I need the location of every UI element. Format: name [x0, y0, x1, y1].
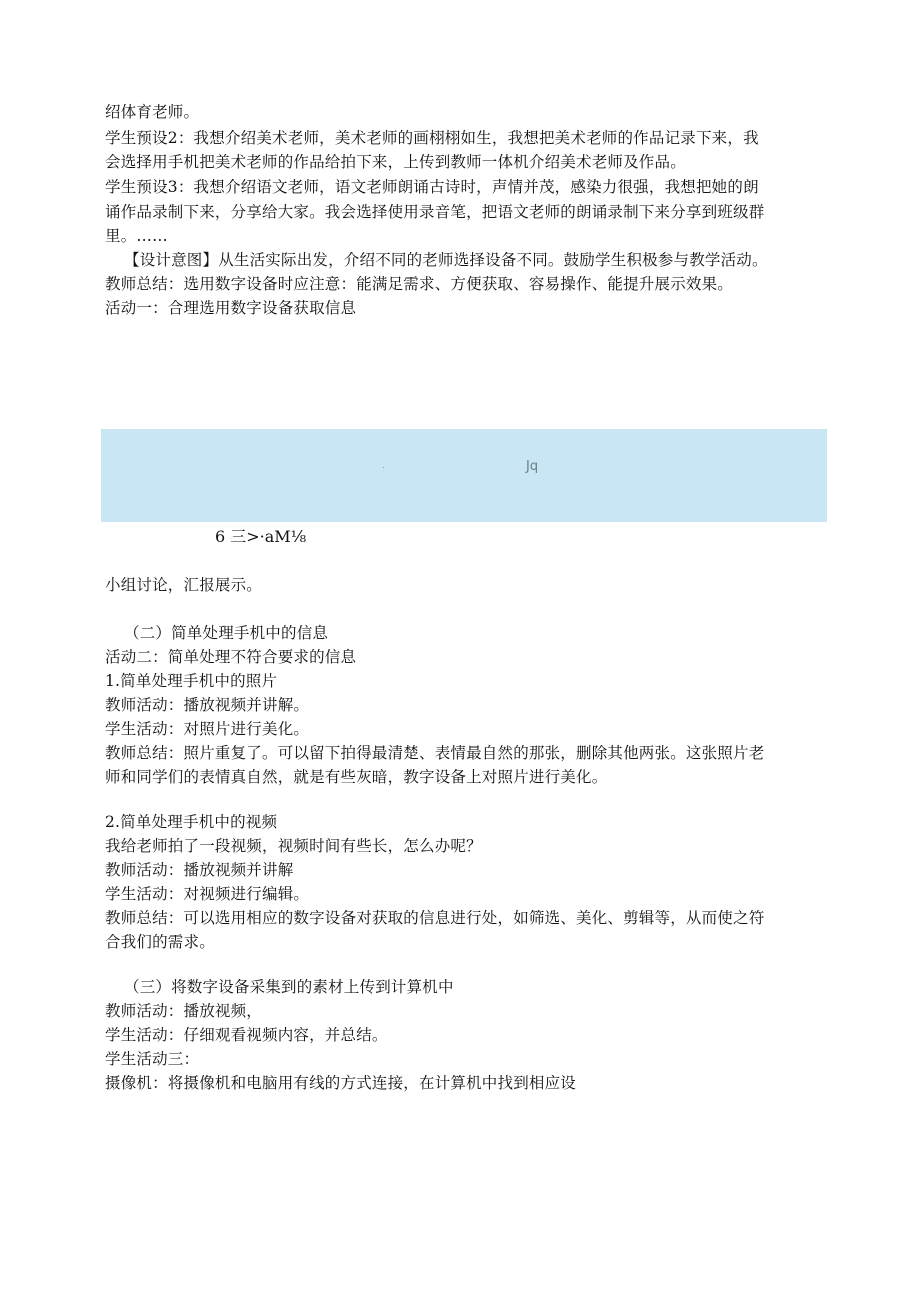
paragraph-line: 师和同学们的表情真自然，就是有些灰暗，教字设备上对照片进行美化。: [105, 768, 608, 786]
paragraph-line: 合我们的需求。: [105, 933, 215, 951]
banner-text: Jq: [526, 459, 539, 474]
paragraph-line: 学生预设3：我想介绍语文老师，语文老师朗诵古诗时，声情并茂，感染力很强，我想把她的朗: [105, 178, 759, 196]
section-heading: （二）简单处理手机中的信息: [124, 624, 329, 642]
paragraph-line: 绍体育老师。: [105, 103, 200, 121]
paragraph-line: 里。……: [105, 227, 168, 245]
paragraph-line: 教师活动：播放视频并讲解。: [105, 696, 310, 714]
subsection-heading: 1.简单处理手机中的照片: [105, 672, 278, 690]
paragraph-line: 教师总结：选用数字设备时应注意：能满足需求、方便获取、容易操作、能提升展示效果。: [105, 275, 734, 293]
paragraph-line: 我给老师拍了一段视频，视频时间有些长，怎么办呢？: [105, 837, 482, 855]
paragraph-line: 教师活动：播放视频，: [105, 1002, 263, 1020]
section-heading: （三）将数字设备采集到的素材上传到计算机中: [124, 978, 454, 996]
paragraph-line: 教师总结：照片重复了。可以留下拍得最清楚、表情最自然的那张，删除其他两张。这张照片老: [105, 744, 765, 762]
figure-caption: 6 三>·aM⅛: [215, 527, 307, 546]
paragraph-line: 学生活动三：: [105, 1050, 200, 1068]
paragraph-line: 学生活动：仔细观看视频内容，并总结。: [105, 1026, 388, 1044]
paragraph-line: 学生活动：对视频进行编辑。: [105, 885, 310, 903]
paragraph-line: 小组讨论，汇报展示。: [105, 576, 263, 594]
paragraph-line: 学生预设2：我想介绍美术老师，美术老师的画栩栩如生，我想把美术老师的作品记录下来，我: [105, 129, 759, 147]
paragraph-line: 教师总结：可以选用相应的数字设备对获取的信息进行处，如筛选、美化、剪辑等，从而使之符: [105, 909, 765, 927]
paragraph-line: 教师活动：播放视频并讲解: [105, 861, 294, 879]
banner-dot: [383, 467, 384, 468]
subsection-heading: 2.简单处理手机中的视频: [105, 813, 278, 831]
paragraph-line: 诵作品录制下来，分享给大家。我会选择使用录音笔，把语文老师的朗诵录制下来分享到班级群: [105, 203, 765, 221]
design-intent-line: 【设计意图】从生活实际出发，介绍不同的老师选择设备不同。鼓励学生积极参与教学活动。: [124, 251, 768, 269]
paragraph-line: 会选择用手机把美术老师的作品给拍下来，上传到教师一体机介绍美术老师及作品。: [105, 153, 686, 171]
activity-heading: 活动一：合理选用数字设备获取信息: [105, 299, 357, 317]
image-placeholder-banner: [101, 429, 827, 522]
activity-heading: 活动二：简单处理不符合要求的信息: [105, 648, 357, 666]
paragraph-line: 摄像机：将摄像机和电脑用有线的方式连接，在计算机中找到相应设: [105, 1074, 577, 1092]
paragraph-line: 学生活动：对照片进行美化。: [105, 720, 310, 738]
